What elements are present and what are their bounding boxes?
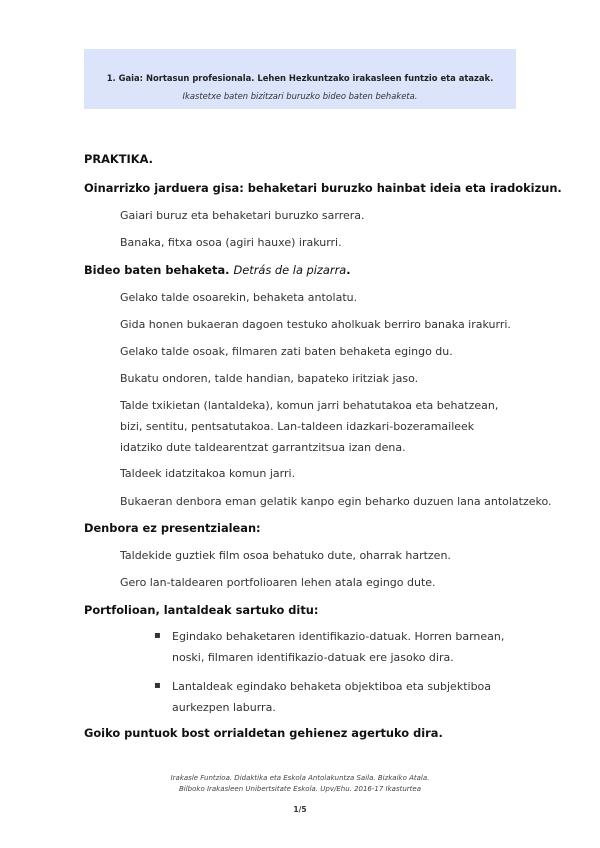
- section-heading-portfolio: Portfolioan, lantaldeak sartuko ditu:: [84, 603, 319, 617]
- bullet-item: Lantaldeak egindako behaketa objektiboa eta subjektiboa aurkezpen laburra.: [172, 680, 492, 714]
- list-item: Bukatu ondoren, talde handian, bapateko iritziak jaso.: [120, 372, 419, 385]
- list-item: Gelako talde osoak, filmaren zati baten behaketa egingo du.: [120, 345, 453, 358]
- praktika-heading: PRAKTIKA.: [84, 152, 153, 166]
- bullet-item: Egindako behaketaren identifikazio-datuak. Horren barnean, noski, filmaren identifikazio-datuak ere jasoko dira.: [172, 630, 505, 664]
- list-item: Gida honen bukaeran dagoen testuko aholkuak berriro banaka irakurri.: [120, 318, 511, 331]
- footer-line-1: Irakasle Funtzioa. Didaktika eta Eskola Antolakuntza Saila. Bizkaiko Atala.: [170, 774, 430, 782]
- document-header: [84, 49, 516, 109]
- footer-line-2: Bilboko Irakasleen Unibertsitate Eskola. Upv/Ehu. 2016-17 Ikasturtea: [178, 785, 422, 793]
- list-item: Banaka, fitxa osoa (agiri hauxe) irakurri.: [120, 236, 342, 249]
- bullet-icon: ▪: [154, 630, 161, 641]
- list-item: Gero lan-taldearen portfolioaren lehen atala egingo dute.: [120, 576, 436, 589]
- bullet-icon: ▪: [154, 680, 161, 691]
- section-heading-basic-activity: Oinarrizko jarduera gisa: behaketari buruzko hainbat ideia eta iradokizun.: [84, 181, 562, 195]
- header-subtitle: Ikastetxe baten bizitzari buruzko bideo baten behaketa.: [182, 91, 418, 101]
- list-item: Taldeek idatzitakoa komun jarri.: [120, 467, 296, 480]
- page-number: 1/5: [293, 805, 307, 814]
- closing-statement: Goiko puntuok bost orrialdetan gehienez agertuko dira.: [84, 726, 443, 740]
- list-item: Taldekide guztiek film osoa behatuko dute, oharrak hartzen.: [120, 549, 451, 562]
- list-item: Bukaeran denbora eman gelatik kanpo egin beharko duzuen lana antolatzeko.: [120, 495, 552, 508]
- section-heading-non-presential: Denbora ez presentzialean:: [84, 521, 261, 535]
- list-item: Gelako talde osoarekin, behaketa antolatu.: [120, 291, 358, 304]
- film-title: Detrás de la pizarra: [233, 263, 347, 277]
- section-heading-video-observation: Bideo baten behaketa. Detrás de la pizarra.: [84, 263, 351, 277]
- list-item: Gaiari buruz eta behaketari buruzko sarrera.: [120, 209, 365, 222]
- header-title: 1. Gaia: Nortasun profesionala. Lehen Hezkuntzako irakasleen funtzio eta atazak.: [106, 73, 494, 83]
- list-item: Talde txikietan (lantaldeka), komun jarri behatutakoa eta behatzean, bizi, sentitu, pentsatutakoa. Lan-taldeen idazkari-bozeramaileek idatziko dute taldearentzat garrantzitsua izan dena.: [120, 399, 499, 454]
